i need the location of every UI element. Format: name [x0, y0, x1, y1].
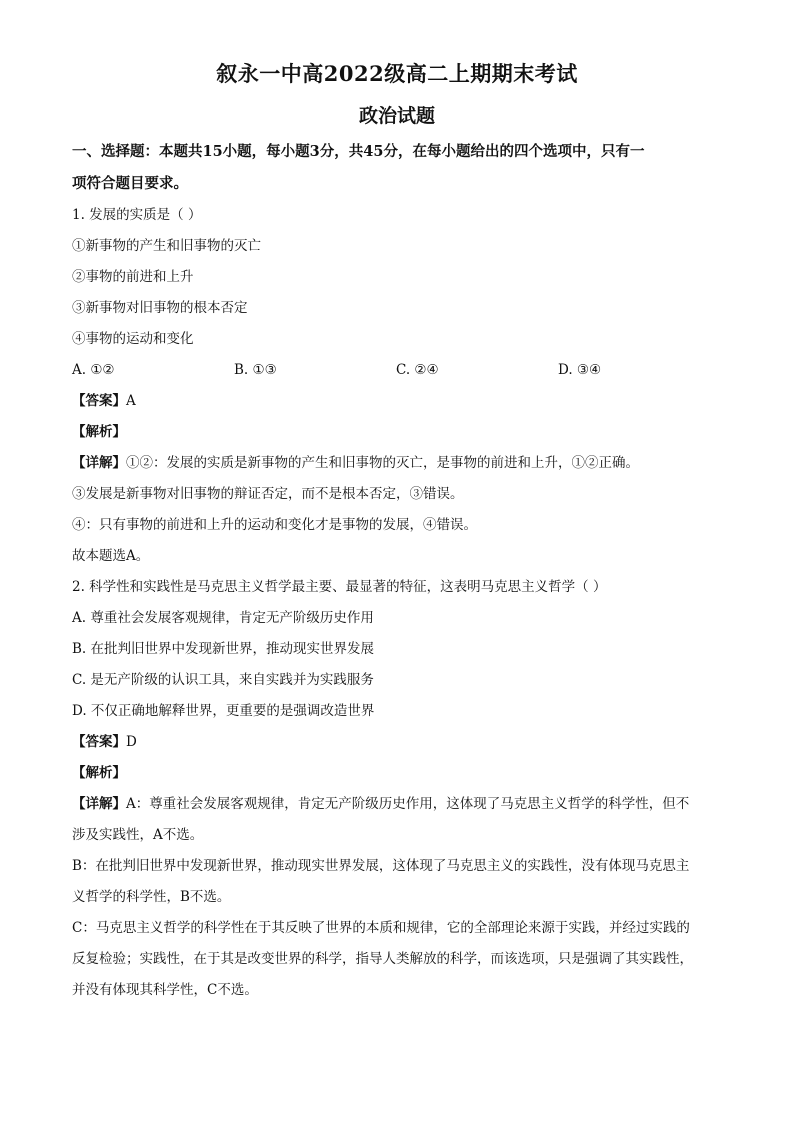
exam-page — [72, 60, 722, 1006]
detail-label: 【详解】 — [72, 796, 126, 812]
answer-label: 【答案】 — [72, 393, 126, 409]
question-2-detail: 并没有体现其科学性，C不选。 — [72, 982, 258, 998]
question-1-options — [72, 355, 722, 386]
question-2-option-a: A. 尊重社会发展客观规律，肯定无产阶级历史作用 — [72, 610, 374, 626]
answer-label: 【答案】 — [72, 734, 126, 750]
question-1-detail: ③发展是新事物对旧事物的辩证否定，而不是根本否定，③错误。 — [72, 486, 464, 502]
question-2 — [72, 572, 722, 1006]
question-2-detail: C：马克思主义哲学的科学性在于其反映了世界的本质和规律，它的全部理论来源于实践，并经过实践的 — [72, 920, 690, 936]
exam-subtitle: 政治试题 — [358, 105, 435, 127]
section-heading-line-2: 项符合题目要求。 — [72, 175, 188, 192]
question-1-option-c: C. ②④ — [396, 362, 439, 378]
question-1-stem: 1. 发展的实质是（ ） — [72, 207, 202, 223]
question-2-answer — [72, 727, 722, 758]
question-1-item: ②事物的前进和上升 — [72, 269, 194, 285]
question-2-detail: 义哲学的科学性，B不选。 — [72, 889, 231, 905]
question-1-detail — [72, 448, 722, 479]
question-2-option-b: B. 在批判旧世界中发现新世界，推动现实世界发展 — [72, 641, 375, 657]
answer-value: A — [126, 393, 136, 409]
question-1-detail: 故本题选A。 — [72, 548, 150, 564]
question-2-detail: B：在批判旧世界中发现新世界，推动现实世界发展，这体现了马克思主义的实践性，没有体现马克思主 — [72, 858, 690, 874]
question-1-option-a: A. ①② — [72, 362, 115, 378]
exam-title: 叙永一中高2022级高二上期期末考试 — [216, 61, 578, 86]
analysis-label: 【解析】 — [72, 765, 126, 781]
question-1-answer — [72, 386, 722, 417]
detail-text: A：尊重社会发展客观规律，肯定无产阶级历史作用，这体现了马克思主义哲学的科学性，但不 — [126, 796, 690, 812]
question-2-stem: 2. 科学性和实践性是马克思主义哲学最主要、最显著的特征，这表明马克思主义哲学（ ） — [72, 579, 607, 595]
question-1-item: ③新事物对旧事物的根本否定 — [72, 300, 248, 316]
detail-label: 【详解】 — [72, 455, 126, 471]
question-1-detail: ④：只有事物的前进和上升的运动和变化才是事物的发展，④错误。 — [72, 517, 477, 533]
question-1-option-b: B. ①③ — [234, 362, 277, 378]
answer-value: D — [126, 734, 137, 750]
question-2-detail — [72, 789, 722, 820]
question-2-analysis — [72, 758, 722, 789]
question-1 — [72, 200, 722, 572]
question-1-item: ①新事物的产生和旧事物的灭亡 — [72, 238, 261, 254]
question-2-option-c: C. 是无产阶级的认识工具，来自实践并为实践服务 — [72, 672, 374, 688]
question-2-option-d: D. 不仅正确地解释世界，更重要的是强调改造世界 — [72, 703, 375, 719]
detail-text: ①②：发展的实质是新事物的产生和旧事物的灭亡，是事物的前进和上升，①②正确。 — [126, 455, 639, 471]
question-1-option-d: D. ③④ — [558, 362, 602, 378]
question-2-detail: 涉及实践性，A不选。 — [72, 827, 204, 843]
section-heading-line-1: 一、选择题：本题共15小题，每小题3分，共45分，在每小题给出的四个选项中，只有一 — [72, 143, 645, 160]
question-1-item: ④事物的运动和变化 — [72, 331, 194, 347]
analysis-label: 【解析】 — [72, 424, 126, 440]
question-2-detail: 反复检验；实践性，在于其是改变世界的科学，指导人类解放的科学，而该选项，只是强调了其实践性， — [72, 951, 693, 967]
question-1-analysis — [72, 417, 722, 448]
